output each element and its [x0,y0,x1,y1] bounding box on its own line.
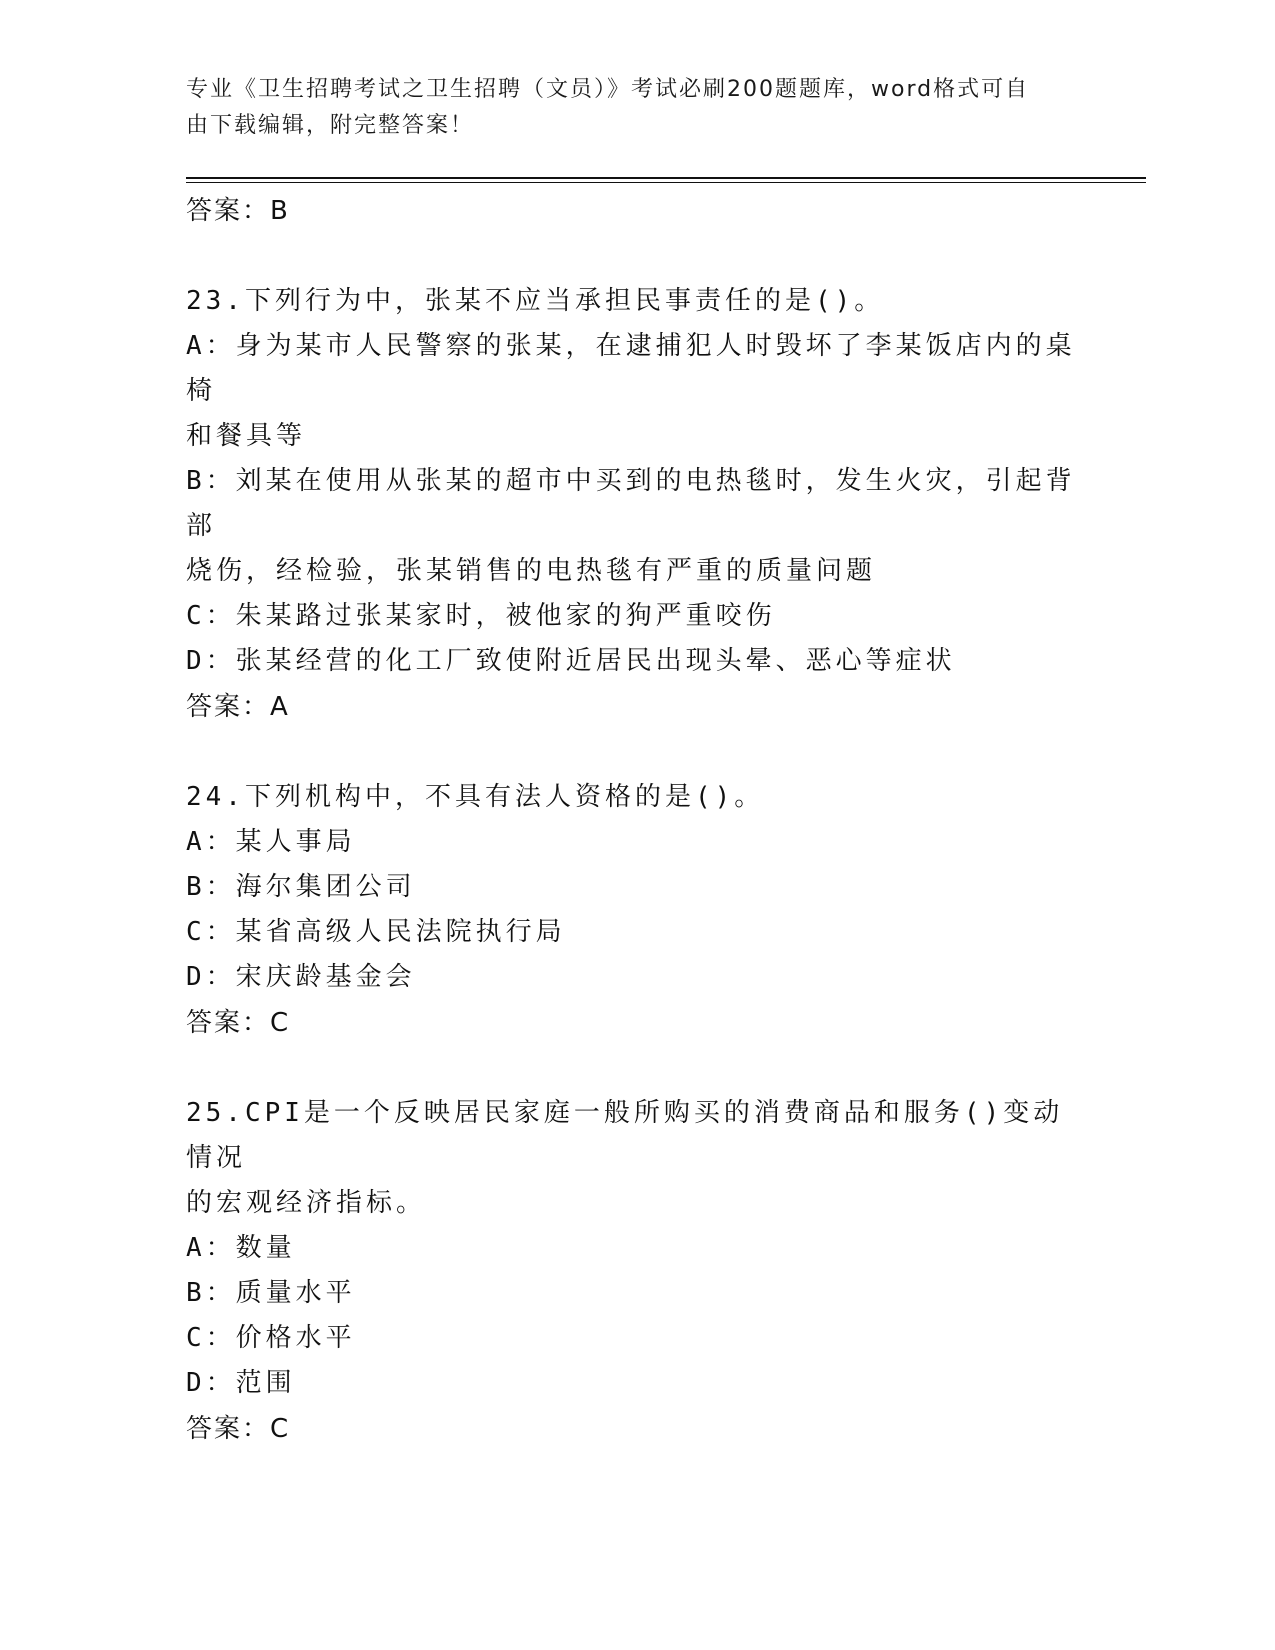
option-b: B：质量水平 [186,1278,356,1308]
answer: 答案：A [186,692,290,722]
previous-answer: 答案：B [186,196,290,226]
option-a-line-2: 和餐具等 [186,421,307,451]
header-divider-thin [186,182,1146,183]
header-line-1: 专业《卫生招聘考试之卫生招聘（文员）》考试必刷200题题库，word格式可自 [186,77,1030,102]
question-stem-line-1: 25.CPI是一个反映居民家庭一般所购买的消费商品和服务()变动情况 [186,1098,1064,1173]
option-b: B：海尔集团公司 [186,872,416,902]
question-stem-line-2: 的宏观经济指标。 [186,1188,427,1218]
option-b-line-1: B：刘某在使用从张某的超市中买到的电热毯时，发生火灾，引起背部 [186,466,1076,541]
question-23 [186,279,1086,730]
option-c: C：某省高级人民法院执行局 [186,917,566,947]
option-c: C：价格水平 [186,1323,356,1353]
option-b-line-2: 烧伤，经检验，张某销售的电热毯有严重的质量问题 [186,556,877,586]
option-a: A：某人事局 [186,827,356,857]
option-d: D：范围 [186,1368,296,1398]
question-25 [186,1091,1086,1452]
question-24 [186,775,1086,1046]
answer: 答案：C [186,1414,291,1444]
page-header [186,72,1066,144]
option-c: C：朱某路过张某家时，被他家的狗严重咬伤 [186,601,776,631]
header-line-2: 由下载编辑，附完整答案！ [186,113,475,138]
option-b [186,459,1086,594]
question-list [186,188,1086,1452]
question-stem: 23.下列行为中，张某不应当承担民事责任的是()。 [186,286,885,316]
option-a: A：数量 [186,1233,296,1263]
option-a-line-1: A：身为某市人民警察的张某，在逮捕犯人时毁坏了李某饭店内的桌椅 [186,331,1076,406]
option-d: D：张某经营的化工厂致使附近居民出现头晕、恶心等症状 [186,646,956,676]
question-stem: 24.下列机构中，不具有法人资格的是()。 [186,782,765,812]
option-d: D：宋庆龄基金会 [186,962,416,992]
answer: 答案：C [186,1008,291,1038]
header-divider-thick [186,177,1146,179]
option-a [186,324,1086,459]
